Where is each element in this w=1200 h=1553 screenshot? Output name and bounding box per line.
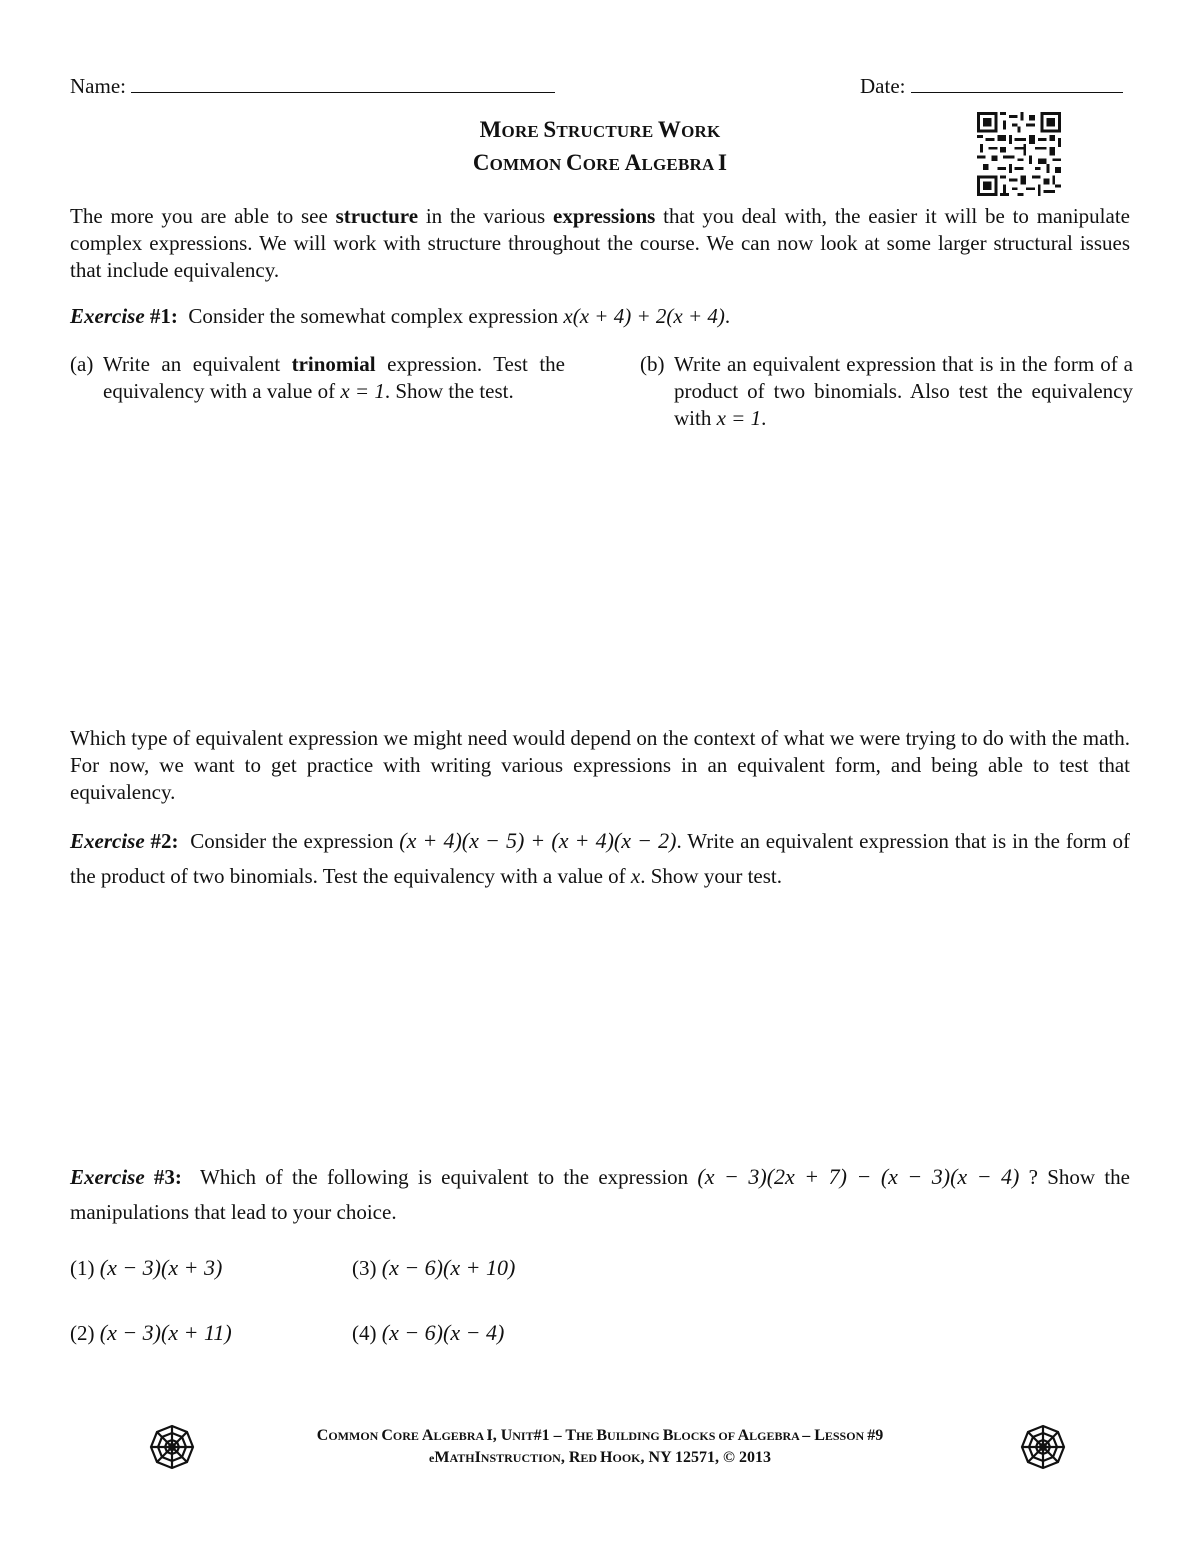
name-line [131, 72, 555, 93]
qr-code-icon [976, 112, 1062, 196]
date-label: Date: [860, 74, 906, 98]
intro-paragraph: The more you are able to see structure in the various expressions that you deal with, the easier it will be to manipulate complex expressions. We will work with structure throughout the course. We can now look at some larger structural issues that include equivalency. [70, 204, 1130, 282]
page-subtitle: COMMON CORE ALGEBRA I [472, 150, 728, 175]
exercise-1b-text: Write an equivalent expression that is in the form of a product of two binomials. Also test the equivalency with x = 1. [674, 352, 1133, 430]
exercise-1-prompt: Exercise #1: Consider the somewhat complex expression x(x + 4) + 2(x + 4). [70, 304, 731, 328]
choice-3: (3) (x − 6)(x + 10) [352, 1255, 516, 1280]
choice-4: (4) (x − 6)(x − 4) [352, 1320, 505, 1345]
exercise-1a-text: Write an equivalent trinomial expression. Test the equivalency with a value of x = 1. Show the test. [103, 352, 565, 403]
exercise-1b-label: (b) [640, 352, 665, 376]
choice-2: (2) (x − 3)(x + 11) [70, 1320, 232, 1345]
name-label: Name: [70, 74, 126, 98]
exercise-3-expression: (x − 3)(2x + 7) − (x − 3)(x − 4) [697, 1164, 1020, 1189]
exercise-3-prompt: Exercise #3: Which of the following is equivalent to the expression (x − 3)(2x + 7) − (x − 3)(x − 4) ? Show the manipulations that lead to your choice. [70, 1164, 1130, 1224]
page-title: MORE STRUCTURE WORK [479, 117, 721, 142]
date-field [860, 72, 1123, 99]
exercise-3-label: Exercise #3: [70, 1165, 182, 1189]
exercise-2-prompt: Exercise #2: Consider the expression (x + 4)(x − 5) + (x + 4)(x − 2). Write an equivalent expression that is in the form of the product of two binomials. Test the equivalency with a value of x. Show your test. [70, 828, 1131, 888]
footer-publisher-line: eMATHINSTRUCTION, RED HOOK, NY 12571, © 2013 [429, 1449, 771, 1466]
exercise-2-expression: (x + 4)(x − 5) + (x + 4)(x − 2) [399, 828, 677, 853]
context-paragraph: Which type of equivalent expression we might need would depend on the context of what we were trying to do with the math. For now, we want to get practice with writing various expressions in an equivalent form, and being able to test that equivalency. [70, 726, 1130, 804]
exercise-1-label: Exercise #1: [70, 304, 178, 328]
exercise-1-expression: x(x + 4) + 2(x + 4) [563, 304, 725, 328]
name-field [70, 72, 555, 99]
web-emblem-icon [149, 1424, 195, 1470]
choice-1: (1) (x − 3)(x + 3) [70, 1255, 223, 1280]
web-emblem-icon [1020, 1424, 1066, 1470]
exercise-2-label: Exercise #2: [70, 829, 179, 853]
exercise-1a-label: (a) [70, 352, 94, 376]
footer-course-line: COMMON CORE ALGEBRA I, UNIT#1 – THE BUILDING BLOCKS OF ALGEBRA – LESSON #9 [316, 1427, 884, 1444]
date-line [911, 72, 1123, 93]
